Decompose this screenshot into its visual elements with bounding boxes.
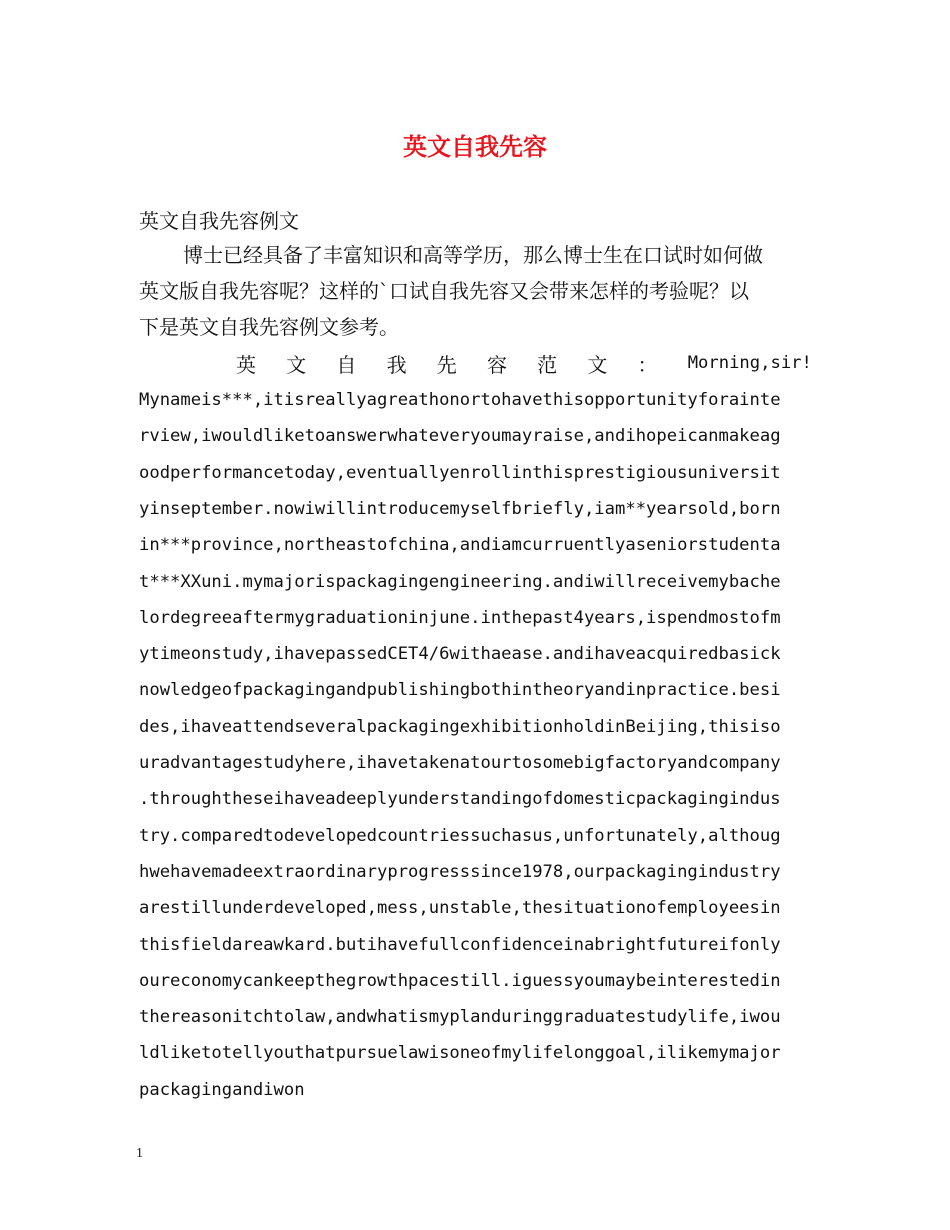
sample-heading-char: 文: [587, 352, 608, 377]
sample-heading: [236, 345, 812, 381]
body-text-line: .throughtheseihaveadeeplyunderstandingofdomesticpackagingindus: [139, 789, 781, 810]
sample-heading-char: 英: [236, 352, 256, 377]
body-text-line: nowledgeofpackagingandpublishingbothintheoryandinpractice.besi: [139, 680, 781, 701]
body-text-line: oureconomycankeepthegrowthpacestill.iguessyoumaybeinterestedin: [139, 970, 781, 991]
sample-heading-char: ：: [637, 352, 658, 377]
sample-heading-greeting: Morning,sir!: [687, 352, 812, 373]
body-text-line: yinseptember.nowiwillintroducemyselfbriefly,iam**yearsold,born: [139, 498, 781, 519]
body-text-line: thereasonitchtolaw,andwhatismyplanduringgraduatestudylife,iwou: [139, 1007, 781, 1028]
body-text-line: in***province,northeastofchina,andiamcurruentlyaseniorstudenta: [139, 535, 781, 556]
body-text-line: arestillunderdeveloped,mess,unstable,thesituationofemployeesin: [139, 898, 781, 919]
body-text-line: lordegreeaftermygraduationinjune.inthepast4years,ispendmostofm: [139, 607, 781, 628]
body-text-line: des,ihaveattendseveralpackagingexhibitionholdinBeijing,thisiso: [139, 716, 781, 737]
page-number: 1: [136, 1146, 143, 1161]
body-text-line: ldliketotellyouthatpursuelawisoneofmylifelonggoal,ilikemymajor: [139, 1043, 781, 1064]
body-text-line: packagingandiwon: [139, 1079, 305, 1100]
sample-heading-char: 范: [537, 352, 558, 377]
document-title: 英文自我先容: [403, 132, 547, 161]
body-text-line: try.comparedtodevelopedcountriessuchasus,unfortunately,althoug: [139, 825, 781, 846]
body-text-line: hwehavemadeextraordinaryprogresssince1978,ourpackagingindustry: [139, 861, 781, 882]
body-text-line: Mynameis***,itisreallyagreathonortohavethisopportunityforainte: [139, 390, 781, 410]
document-subtitle: 英文自我先容例文: [139, 209, 299, 233]
body-text-line: oodperformancetoday,eventuallyenrollinthisprestigiousuniversit: [139, 462, 781, 483]
sample-heading-char: 文: [286, 352, 307, 377]
body-text-line: t***XXuni.mymajorispackagingengineering.andiwillreceivemybache: [139, 571, 781, 592]
sample-heading-char: 自: [336, 352, 357, 377]
intro-paragraph-line: 下是英文自我先容例文参考。: [139, 315, 399, 339]
intro-paragraph-line: 英文版自我先容呢？这样的`口试自我先容又会带来怎样的考验呢？以: [139, 279, 749, 303]
body-text-line: rview,iwouldliketoanswerwhateveryoumayraise,andihopeicanmakeag: [139, 426, 781, 447]
body-text-line: ytimeonstudy,ihavepassedCET4/6withaease.andihaveacquiredbasick: [139, 644, 781, 665]
body-text-line: thisfieldareawkard.butihavefullconfidenceinabrightfutureifonly: [139, 934, 781, 955]
sample-heading-char: 先: [436, 352, 457, 377]
sample-heading-char: 我: [386, 352, 407, 377]
sample-heading-char: 容: [486, 352, 507, 377]
body-text-line: uradvantagestudyhere,ihavetakenatourtosomebigfactoryandcompany: [139, 753, 781, 773]
intro-paragraph-line: 博士已经具备了丰富知识和高等学历，那么博士生在口试时如何做: [183, 243, 763, 267]
